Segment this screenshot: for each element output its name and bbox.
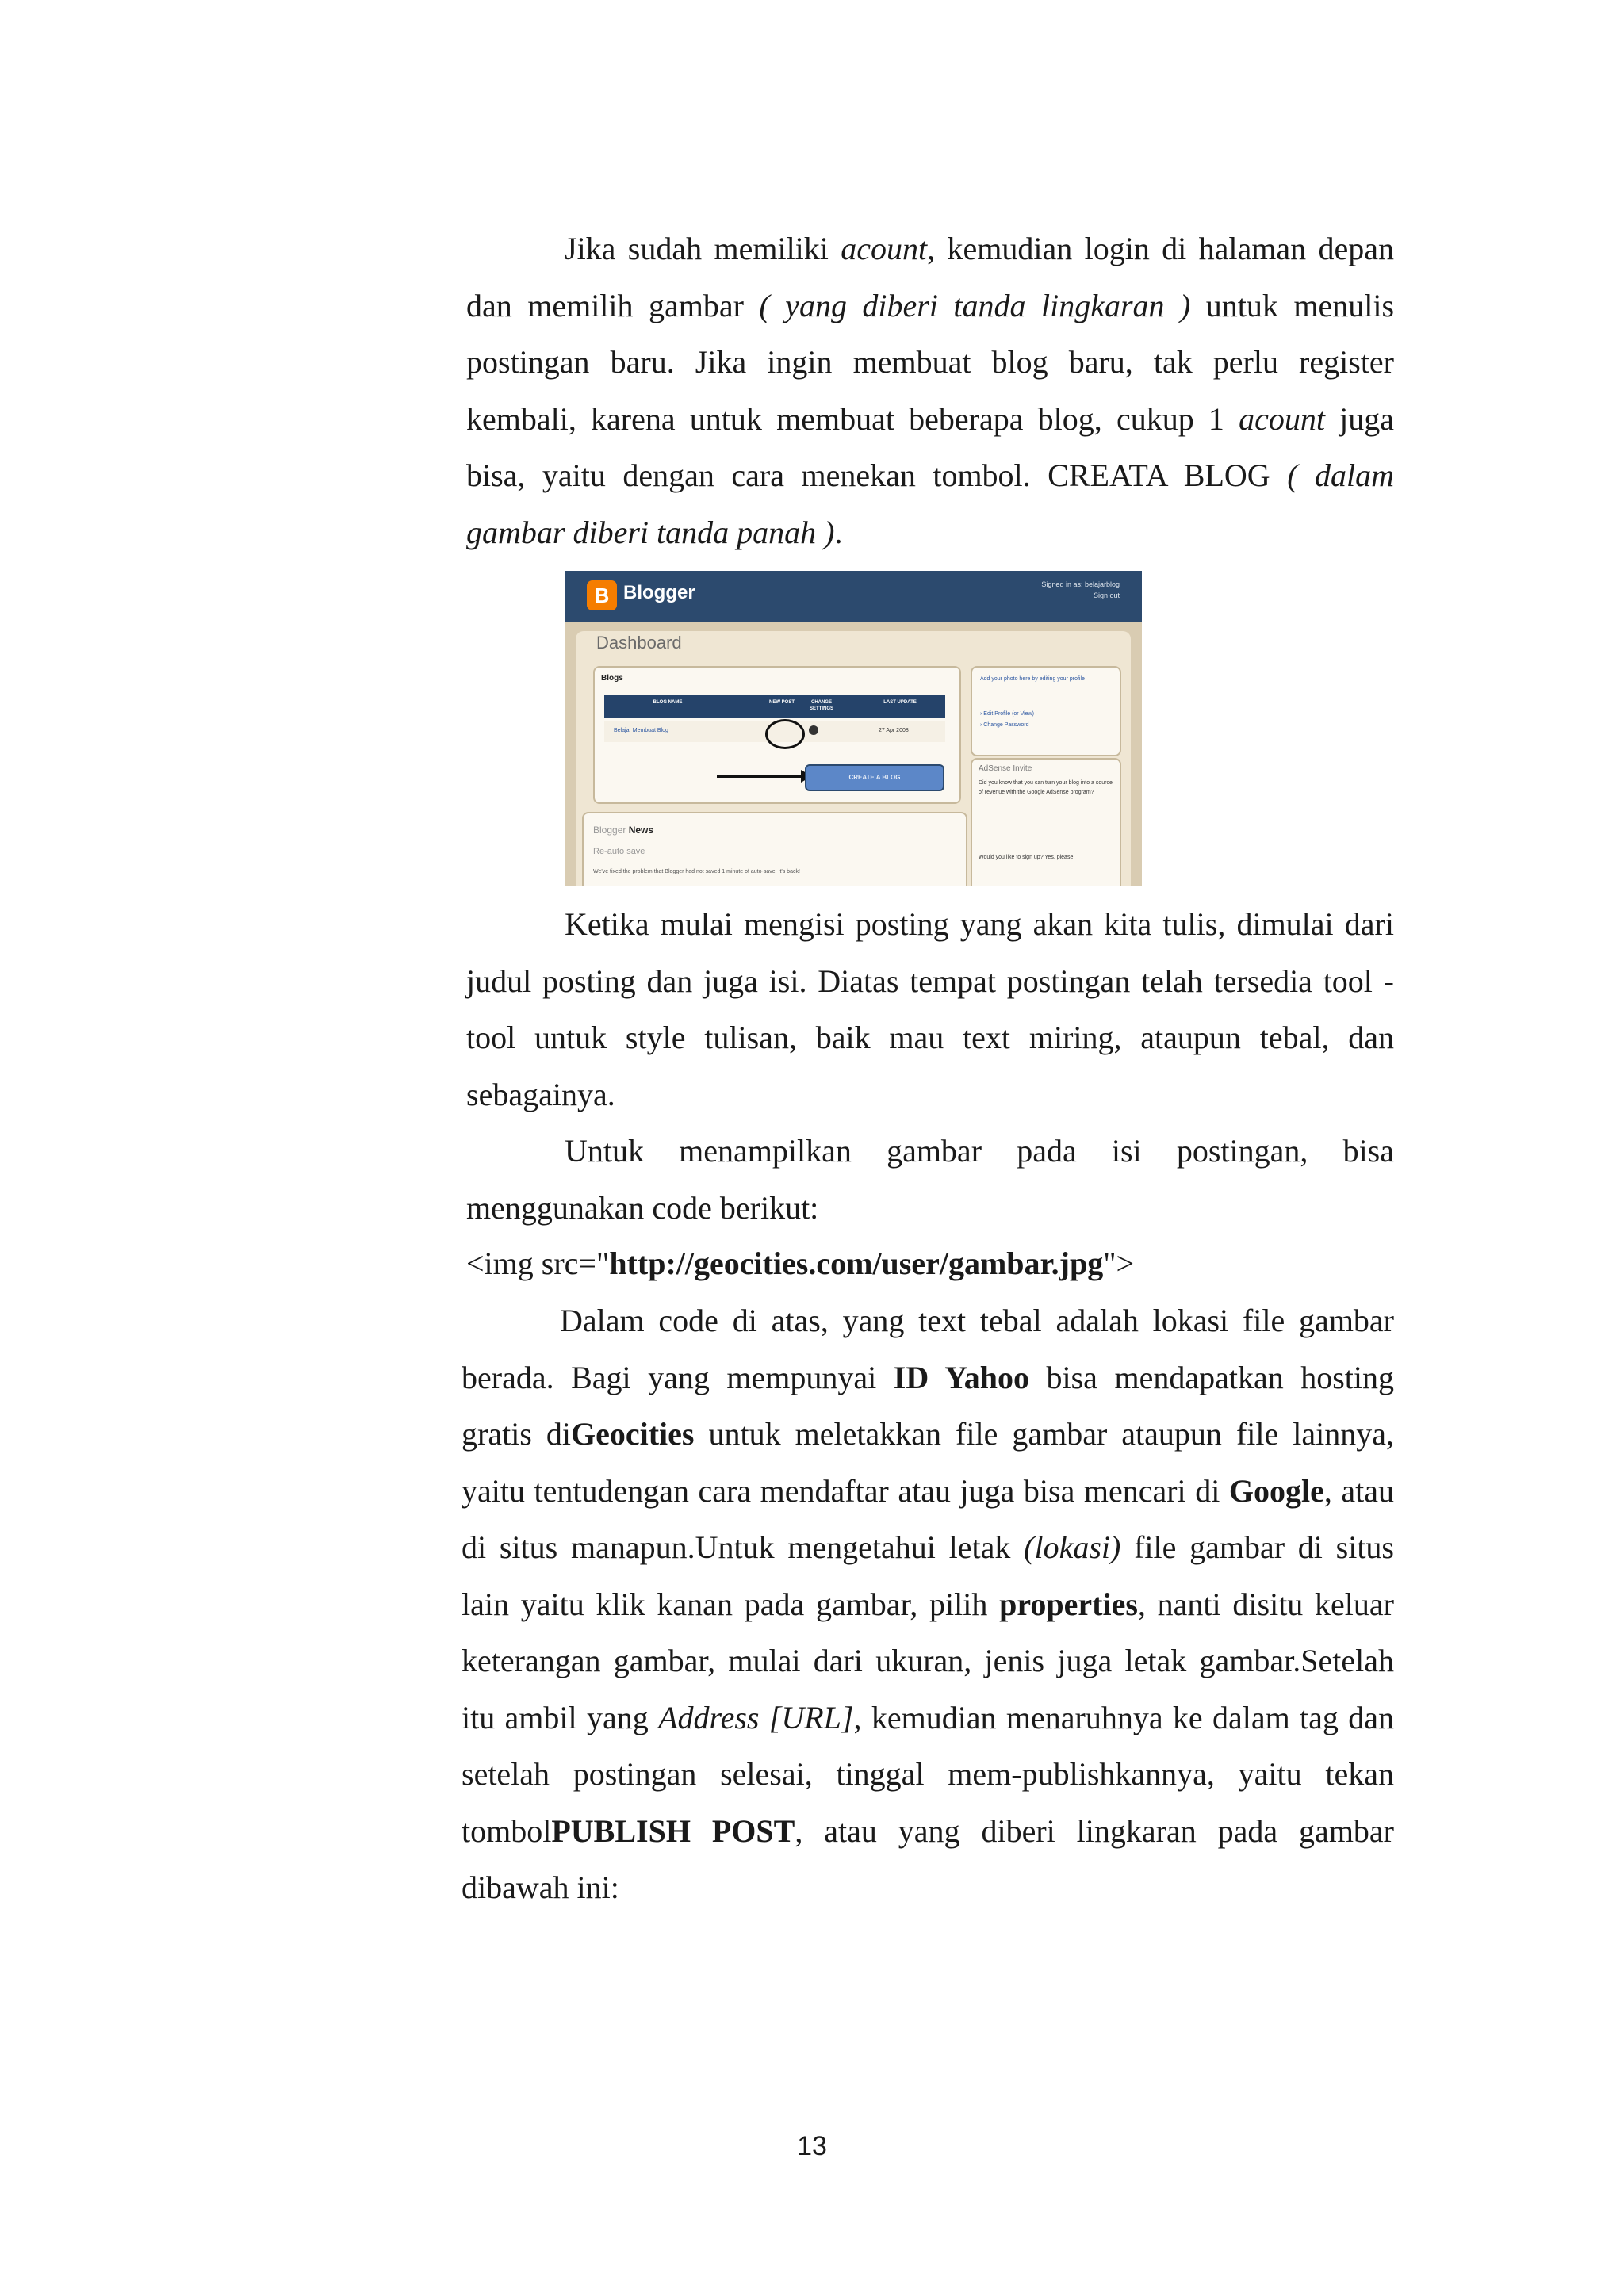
italic-term: Address [URL]	[658, 1699, 854, 1735]
text-run: , kemudian login di halaman depan dan memilih gambar	[466, 231, 1394, 323]
create-blog-button: CREATE A BLOG	[805, 764, 944, 791]
text-run: untuk meletakkan file gambar ataupun file lainnya, yaitu tentudengan cara mendaftar atau juga bisa mencari di	[462, 1416, 1394, 1509]
code-prefix: <img src="	[466, 1246, 610, 1281]
italic-note: ( dalam gambar diberi tanda panah )	[466, 457, 1394, 550]
italic-note: ( yang diberi tanda lingkaran )	[759, 287, 1191, 323]
news-brand: Blogger	[593, 825, 626, 836]
text-run: file gambar di situs lain yaitu klik kanan pada gambar, pilih	[462, 1529, 1395, 1622]
adsense-heading: AdSense Invite	[979, 764, 1032, 773]
bold-term: PUBLISH POST	[551, 1812, 795, 1849]
page-number: 13	[797, 2131, 827, 2161]
news-word: News	[628, 825, 654, 836]
text-run: juga bisa, yaitu dengan cara menekan tombol. CREATA BLOG	[466, 400, 1395, 493]
arrow-icon	[717, 775, 804, 778]
edit-profile-link: › Edit Profile (or View)	[980, 711, 1034, 717]
add-photo-link: Add your photo here by editing your profile	[980, 676, 1085, 682]
blogger-logo-icon	[587, 580, 617, 610]
paragraph-image-hosting	[462, 1292, 1394, 1916]
bold-term: properties	[999, 1586, 1138, 1622]
new-post-circle-icon	[765, 719, 805, 749]
text-run: Dalam code di atas, yang text tebal adalah lokasi file gambar berada. Bagi yang mempunyai	[462, 1303, 1394, 1395]
italic-term: (lokasi)	[1024, 1529, 1121, 1565]
text-run: , nanti disitu keluar keterangan gambar, mulai dari ukuran, jenis juga letak gambar.Setelah itu ambil yang	[462, 1586, 1394, 1735]
settings-icon	[809, 725, 818, 735]
text-run: , atau yang diberi lingkaran pada gambar dibawah ini:	[462, 1812, 1395, 1905]
signed-in-info	[1041, 579, 1120, 601]
code-url: http://geocities.com/user/gambar.jpg	[609, 1246, 1104, 1281]
blogs-label: Blogs	[601, 674, 623, 683]
paragraph-login-instructions	[466, 220, 1394, 561]
news-text: We've fixed the problem that Blogger had not saved 1 minute of auto-save. It's back!	[593, 869, 800, 874]
blogger-dashboard-screenshot	[565, 571, 1142, 886]
bold-term: Google	[1228, 1472, 1324, 1509]
italic-term: acount	[841, 231, 928, 266]
text-run: , kemudian menaruhnya ke dalam tag dan setelah postingan selesai, tinggal mem-publishkannya, yaitu tekan tombol	[462, 1699, 1394, 1849]
adsense-signup-text: Would you like to sign up? Yes, please.	[979, 855, 1075, 860]
blog-name-link: Belajar Membuat Blog	[614, 728, 668, 733]
bold-term: ID Yahoo	[893, 1359, 1029, 1395]
adsense-box	[971, 758, 1121, 886]
text-run: , atau di situs manapun.Untuk mengetahui letak	[462, 1472, 1395, 1565]
change-password-link: › Change Password	[980, 722, 1029, 728]
col-last-update: LAST UPDATE	[883, 700, 917, 705]
col-new-post: NEW POST	[768, 700, 795, 705]
image-code-line	[466, 1235, 1394, 1292]
signed-in-label: Signed in as: belajarblog	[1041, 580, 1120, 588]
news-title	[593, 825, 653, 836]
italic-term: acount	[1239, 400, 1325, 437]
bold-term: Geocities	[571, 1416, 695, 1452]
sign-out-link: Sign out	[1093, 591, 1120, 599]
text-run: Jika sudah memiliki	[565, 231, 841, 266]
text-run: untuk menulis postingan baru. Jika ingin membuat blog baru, tak perlu register kembali, karena untuk membuat beberapa blog, cukup 1	[466, 287, 1395, 437]
col-blog-name: BLOG NAME	[653, 700, 683, 705]
last-update-value: 27 Apr 2008	[879, 728, 909, 733]
paragraph-posting-tools: Ketika mulai mengisi posting yang akan kita tulis, dimulai dari judul posting dan juga isi. Diatas tempat postingan telah tersedia tool - tool untuk style tulisan, baik mau text miring, ataupun tebal, dan sebagainya.	[466, 906, 1394, 1112]
news-subtitle: Re-auto save	[593, 847, 645, 856]
blogger-brand: Blogger	[623, 582, 695, 603]
paragraph-image-code-intro: Untuk menampilkan gambar pada isi postingan, bisa menggunakan code berikut:	[466, 1133, 1394, 1226]
adsense-text: Did you know that you can turn your blog into a source of revenue with the Google AdSense program?	[979, 780, 1113, 795]
text-run: bisa mendapatkan hosting gratis di	[462, 1359, 1394, 1452]
col-change-settings: CHANGE SETTINGS	[809, 700, 833, 711]
text-run: .	[834, 514, 843, 550]
dashboard-title: Dashboard	[596, 633, 682, 652]
blogs-table-header	[604, 695, 945, 718]
code-suffix: ">	[1103, 1246, 1135, 1281]
